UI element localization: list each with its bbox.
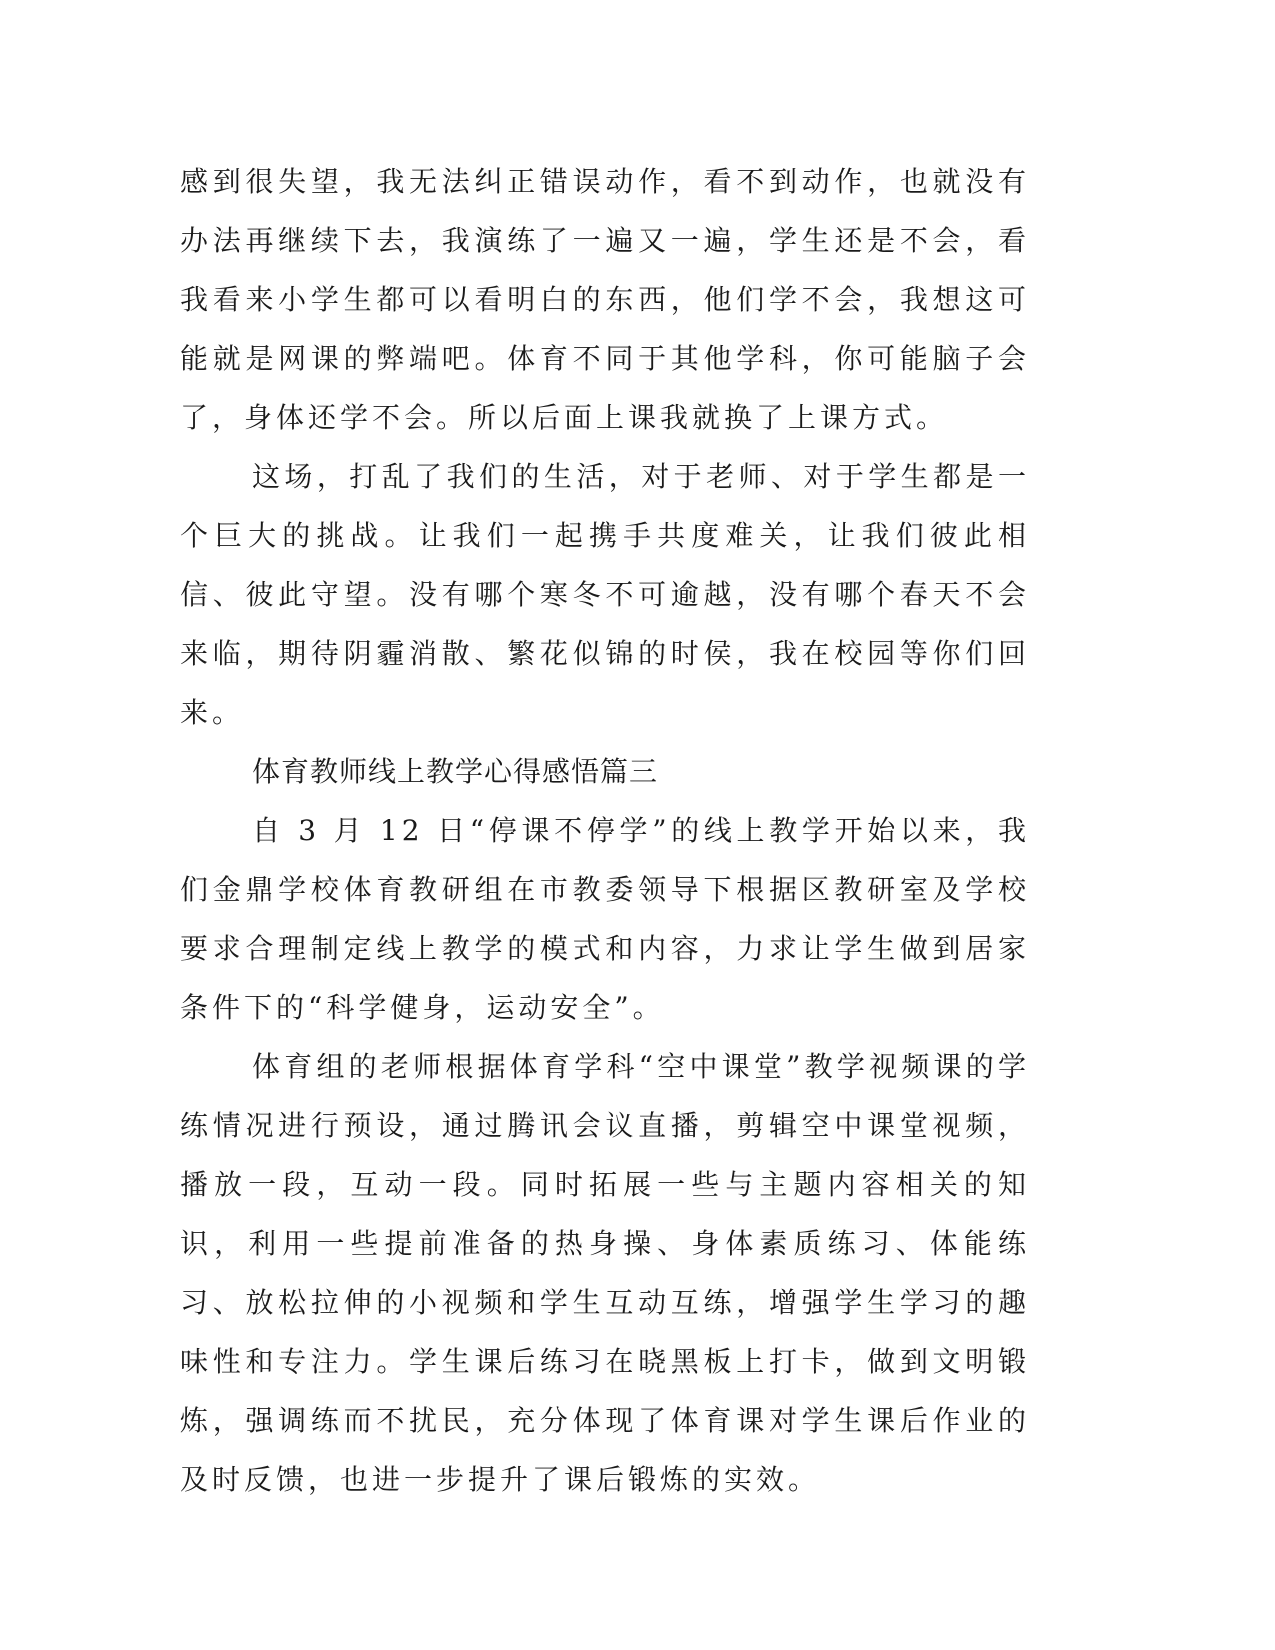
- paragraph-online-teaching-start: 自 3 月 12 日“停课不停学”的线上教学开始以来，我们金鼎学校体育教研组在市教委领导下根据区教研室及学校要求合理制定线上教学的模式和内容，力求让学生做到居家条件下的“科学健身，运动安全”。: [180, 814, 1030, 1024]
- paragraph-challenge: 这场，打乱了我们的生活，对于老师、对于学生都是一个巨大的挑战。让我们一起携手共度难关，让我们彼此相信、彼此守望。没有哪个寒冬不可逾越，没有哪个春天不会来临，期待阴霾消散、繁花似锦的时侯，我在校园等你们回来。: [180, 460, 1030, 729]
- paragraph-continued: 感到很失望，我无法纠正错误动作，看不到动作，也就没有办法再继续下去，我演练了一遍又一遍，学生还是不会，看我看来小学生都可以看明白的东西，他们学不会，我想这可能就是网课的弊端吧。体育不同于其他学科，你可能脑子会了，身体还学不会。所以后面上课我就换了上课方式。: [180, 165, 1030, 434]
- document-body: [180, 152, 1030, 1509]
- section-heading: 体育教师线上教学心得感悟篇三: [252, 755, 659, 788]
- paragraph-teacher-practice: 体育组的老师根据体育学科“空中课堂”教学视频课的学练情况进行预设，通过腾讯会议直播，剪辑空中课堂视频，播放一段，互动一段。同时拓展一些与主题内容相关的知识，利用一些提前准备的热身操、身体素质练习、体能练习、放松拉伸的小视频和学生互动互练，增强学生学习的趣味性和专注力。学生课后练习在晓黑板上打卡，做到文明锻炼，强调练而不扰民，充分体现了体育课对学生课后作业的及时反馈，也进一步提升了课后锻炼的实效。: [180, 1050, 1030, 1496]
